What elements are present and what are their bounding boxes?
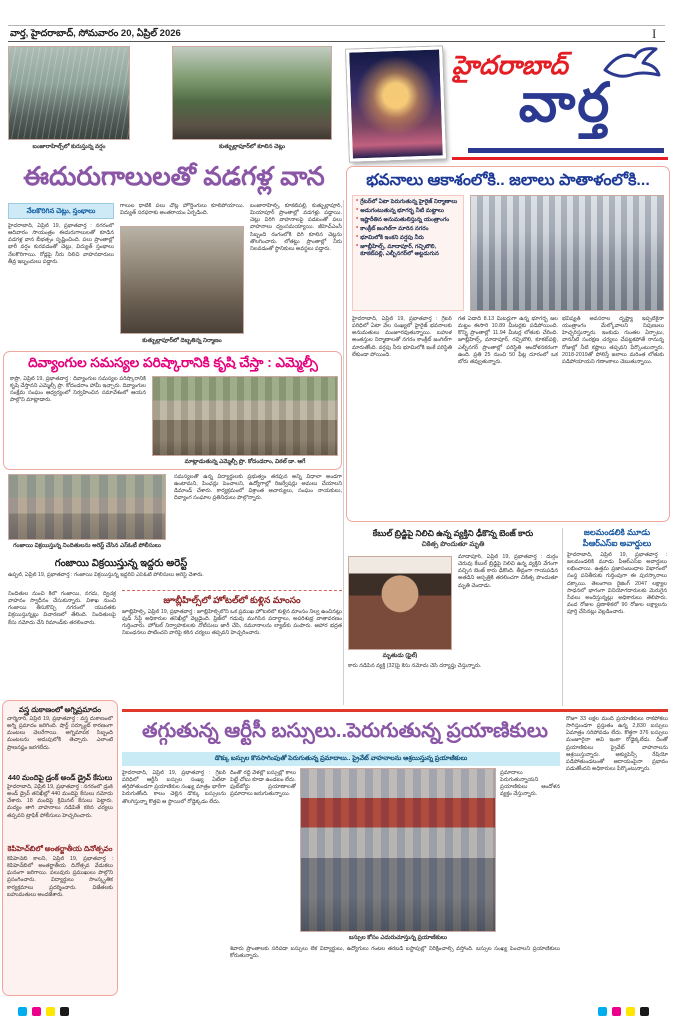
dateline-rule [8, 41, 665, 42]
logo-underline-red [452, 157, 668, 160]
bridge-headline: కేబుల్ బ్రిడ్జిపై నిలిచి ఉన్న వ్యక్తిని ఢీకొన్న బెంజ్ కారు [372, 528, 534, 538]
column-rule [343, 200, 344, 705]
mlc-photo-caption: మాట్లాడుతున్న ఎమ్మెల్సీ ప్రొ. కోదండరాం, విఠల్ డా. ఆగే [184, 459, 306, 465]
bridge-body: మాదాపూర్, ఏప్రిల్ 19, ప్రభాతవార్త : దుర్గం చెరువు కేబుల్ బ్రిడ్జిపై నిలిచి ఉన్న వ్యక్తిని వేగంగా వచ్చిన బెంజ్ కారు ఢీకొంది. తీవ్రంగా గాయపడిన అతడిని ఆస్పత్రికి తరలించగా చికిత్స పొందుతూ మృతి చెందాడు. [458, 554, 558, 589]
mlc-continuation: సమస్యలతో ఉన్న విద్యార్థులకు ప్రభుత్వం తరఫున అన్ని విధాలా అండగా ఉంటామని, పింఛన్లు పెంచాలని, ఉద్యోగాల్లో రిజర్వేషన్లు అమలు చేయాలని డిమాండ్ చేశారు. కార్యక్రమంలో విశ్రాంత ఆచార్యులు, సంఘం నాయకులు, దివ్యాంగ సంఘాల ప్రతినిధులు పాల్గొన్నారు. [174, 474, 342, 502]
rtc-headline: తగ్గుతున్న ఆర్టీసీ బస్సులు..పెరుగుతున్న ప్రయాణికులు [142, 720, 548, 742]
top-rule [8, 25, 665, 26]
bullet-text: గ్రేటర్‌లో ఏటా పెరుగుతున్న హైరైజ్ నిర్మాణాలు [360, 199, 458, 205]
storm-headline: ఈదురుగాలులతో వడగళ్ల వాన [23, 161, 325, 191]
mlc-body: కాప్రా, ఏప్రిల్ 19, ప్రభాతవార్త : దివ్యాంగుల సమస్యల పరిష్కారానికి కృషి చేస్తానని ఎమ్మెల్సీ ప్రొ. కోదండరాం హామీ ఇచ్చారు. దివ్యాంగుల సంక్షేమ సంఘం ఆధ్వర్యంలో నిర్వహించిన సమావేశంలో ఆయన పాల్గొని మాట్లాడారు. [10, 376, 146, 404]
bullet-item [356, 199, 460, 206]
rtc-col2: దీంతో రద్దీ వేళల్లో బస్సుల్లో కాలు పెట్టే చోటు కూడా ఉండటం లేదు. ఫుట్‌బోర్డు ప్రయాణాలతో ప్రమాదాలు జరుగుతున్నాయి. [230, 770, 296, 798]
arrest-photo [8, 474, 166, 540]
asterisk-icon: * [356, 216, 359, 223]
victim-photo-caption: మృతుడు (ఫైల్) [382, 653, 418, 659]
rtc-standfirst: డొక్కు బస్సుల కొనసాగింపుతో పెరుగుతున్న ప్రమాదాలు.. ప్రైవేట్ వాహనాలను ఆశ్రయిస్తున్న ప్రయాణికులు [122, 752, 560, 766]
rtc-top-rule [122, 709, 668, 712]
cyan-mark [18, 1007, 27, 1016]
kphb-body: కెపిహెచ్‌బి కాలనీ, ఏప్రిల్ 19, ప్రభాతవార్త : కెపిహెచ్‌బిలో అంతర్జాతీయ దినోత్సవ వేడుకలు ఘనంగా జరిగాయి. పలువురు ప్రముఖులు పాల్గొని ప్రసంగించారు. విద్యార్థులు సాంస్కృతిక కార్యక్రమాలు ప్రదర్శించారు. విజేతలకు బహుమతులు అందజేశారు. [7, 856, 113, 898]
storm-col1: హైదరాబాద్, ఏప్రిల్ 19, ప్రభాతవార్త : నగరంలో ఆదివారం సాయంత్రం ఈదురుగాలులతో కూడిన వడగళ్ల వాన బీభత్సం సృష్టించింది. పలు ప్రాంతాల్లో భారీ వర్షం కురవడంతో చెట్లు, విద్యుత్ స్తంభాలు నేలకొరిగాయి. రోడ్లపై నీరు నిలిచి వాహనదారులు తీవ్ర ఇబ్బందులు పడ్డారు. [8, 223, 114, 265]
jubilee-divider [122, 590, 342, 591]
asterisk-icon: * [356, 243, 359, 250]
rtc-col1: హైదరాబాద్, ఏప్రిల్ 19, ప్రభాతవార్త : గ్రేటర్ పరిధిలో ఆర్టీసీ బస్సుల సంఖ్య ఏటేటా తగ్గిపోతుండగా ప్రయాణికుల సంఖ్య మాత్రం భారీగా పెరుగుతోంది. కాలం చెల్లిన డొక్కు బస్సులను తొలగిస్తున్నా కొత్తవి ఆ స్థాయిలో రోడ్డెక్కడం లేదు. [122, 770, 226, 805]
black-mark [60, 1007, 69, 1016]
storm-damage-photo [120, 226, 244, 334]
bullet-item [356, 226, 460, 233]
awards-body: హైదరాబాద్, ఏప్రిల్ 19, ప్రభాతవార్త : జలమండలికి మూడు పీఆర్‌ఎస్‌ఐ అవార్డులు లభించాయి. ఉత్తమ ప్రజాసంబంధాల విభాగంలో సంస్థ పనితీరుకు గుర్తింపుగా ఈ పురస్కారాలు దక్కాయి. తెలంగాణ రైజింగ్ 2047 లక్ష్యాల సాధనలో భాగంగా వినియోగదారులకు మెరుగైన సేవలు అందిస్తున్నట్లు అధికారులు తెలిపారు. వంద రోజుల ప్రణాళికలో 90 రోజుల లక్ష్యాలను పూర్తి చేసినట్లు వెల్లడించారు. [567, 552, 667, 615]
black-mark [640, 1007, 649, 1016]
buildings-col3: భవిష్యత్ అవసరాల దృష్ట్యా ఇప్పటికైనా యంత్రాంగం మేల్కోవాలని నిపుణులు హెచ్చరిస్తున్నారు. ఇంకుడు గుంతల ఏర్పాటు, వాననీటి సంరక్షణ చర్యలు చేపట్టకపోతే రానున్న రోజుల్లో నీటి కష్టాలు తప్పవని పేర్కొంటున్నారు. 2018-2019తో పోలిస్తే జలాలు మరింత లోతుకు పడిపోయాయని గణాంకాలు చెబుతున్నాయి. [562, 316, 664, 365]
storm-kicker: నేలకొరిగిన చెట్లు, స్తంభాలు [8, 203, 114, 219]
logo-paper-name: వార్త [518, 73, 612, 133]
magenta-mark [612, 1007, 621, 1016]
bus-photo-caption: బస్సుల కోసం ఎదురుచూస్తున్న ప్రయాణికులు [349, 935, 447, 941]
rain-photo [8, 46, 130, 140]
page-number: I [652, 26, 657, 41]
ganja-headline: గంజాయి విక్రయిస్తున్న ఇద్దరు అరెస్ట్ [54, 558, 188, 569]
rain-photo-caption: బంజారాహిల్స్‌లో కురుస్తున్న వర్షం [32, 144, 106, 150]
ganja-body: నిందితుల నుంచి కిలో గంజాయి, నగదు, ద్విచక్ర వాహనం స్వాధీనం చేసుకున్నారు. విశాఖ నుంచి గంజాయి తీసుకొచ్చి నగరంలో యువతకు విక్రయిస్తున్నట్లు విచారణలో తేలింది. నిందితులపై కేసు నమోదు చేసి రిమాండ్‌కు తరలించారు. [8, 591, 116, 626]
drunk-drive-headline: 440 మందిపై డ్రంక్ అండ్ డ్రైవ్ కేసులు [7, 773, 113, 782]
bullet-text: అడుగంటుతున్న భూగర్భ నీటి మట్టాలు [360, 207, 444, 214]
bus-crowd-photo [300, 768, 496, 932]
registration-marks-right [598, 1003, 654, 1021]
mlc-meeting-photo [152, 376, 338, 456]
bullet-item [356, 208, 460, 215]
tree-photo-caption: కుత్బుల్లాపూర్‌లో కూలిన చెట్లు [219, 144, 285, 150]
buildings-bullets [352, 195, 464, 311]
bullet-text: భూమిలోకి ఇంకని వర్షపు నీరు [360, 234, 424, 241]
magenta-mark [32, 1007, 41, 1016]
charminar-photo [346, 46, 446, 161]
edition-dateline: వార్త, హైదరాబాద్, సోమవారం 20, ఏప్రిల్ 2026 [10, 28, 181, 39]
bullet-text: కాంక్రీట్ జంగిల్‌గా మారిన నగరం [360, 225, 429, 232]
victim-portrait-photo [348, 556, 452, 650]
asterisk-icon: * [356, 207, 359, 214]
bullet-item [356, 235, 460, 242]
buildings-headline: భవనాలు ఆకాశంలోకి.. జలాలు పాతాళంలోకి... [366, 172, 650, 189]
cyan-mark [598, 1007, 607, 1016]
asterisk-icon: * [356, 234, 359, 241]
bullet-text: జూబ్లీహిల్స్, మాదాపూర్, గచ్చిబౌలి, కూకట్‌పల్లి, ఎల్బీనగర్‌లో అట్టడుగున [360, 243, 439, 257]
storm-damage-caption: కుత్బుల్లాపూర్‌లో దెబ్బతిన్న నిర్మాణం [142, 338, 222, 344]
awards-headline: జలమండలికి మూడు పీఆర్‌ఎస్‌ఐ అవార్డులు [582, 528, 652, 548]
registration-marks-left [18, 1003, 74, 1021]
fire-body: చార్మినార్, ఏప్రిల్ 19, ప్రభాతవార్త : వస్త్ర దుకాణంలో అగ్ని ప్రమాదం జరిగింది. షార్ట్ సర్క్యూట్ కారణంగా మంటలు చెలరేగాయి. అగ్నిమాపక సిబ్బంది మంటలను అదుపులోకి తెచ్చారు. ఎలాంటి ప్రాణనష్టం జరగలేదు. [7, 716, 113, 751]
bullet-item [356, 217, 460, 224]
buildings-col1: హైదరాబాద్, ఏప్రిల్ 19, ప్రభాతవార్త : గ్రేటర్ పరిధిలో ఏటా వేల సంఖ్యలో హైరైజ్ భవనాలకు అనుమతులు మంజూరవుతున్నాయి. బహుళ అంతస్తుల నిర్మాణాలతో నగరం కాంక్రీట్ జంగిల్‌గా మారుతోంది. వర్షపు నీరు భూమిలోకి ఇంకే పరిస్థితి లేకుండా పోయింది. [352, 316, 452, 358]
article-divider [562, 528, 563, 706]
storm-col2: గాలుల ధాటికి పలు చోట్ల హోర్డింగులు కూలిపోయాయి. విద్యుత్ సరఫరాకు అంతరాయం ఏర్పడింది. [120, 203, 244, 217]
asterisk-icon: * [356, 225, 359, 232]
bridge-body2: కారు నడిపిన వ్యక్తి (32)పై కేసు నమోదు చేసి దర్యాప్తు చేస్తున్నారు. [348, 663, 482, 669]
logo-underline-blue [468, 148, 664, 153]
drunk-drive-body: హైదరాబాద్, ఏప్రిల్ 19, ప్రభాతవార్త : నగరంలో డ్రంక్ అండ్ డ్రైవ్ తనిఖీల్లో 440 మందిపై కేసులు నమోదు చేశారు. 18 మందిపై క్రిమినల్ కేసులు పెట్టారు. మద్యం తాగి వాహనాలు నడిపితే కఠిన చర్యలు తప్పవని ట్రాఫిక్ పోలీసులు హెచ్చరించారు. [7, 784, 113, 819]
asterisk-icon: * [356, 199, 359, 205]
ganja-lead: ఉప్పల్, ఏప్రిల్ 19, ప్రభాతవార్త : గంజాయి విక్రయిస్తున్న ఇద్దరిని ఎస్ఓటీ పోలీసులు అరెస్ట్ చేశారు. [8, 572, 204, 578]
yellow-mark [626, 1007, 635, 1016]
buildings-col2: గత ఏడాది 8.13 మీటర్లుగా ఉన్న భూగర్భ జల మట్టం ఈసారి 10.89 మీటర్లకు పడిపోయింది. కొన్ని ప్రాంతాల్లో 11.94 మీటర్ల లోతుకు చేరింది. జూబ్లీహిల్స్, మాదాపూర్, గచ్చిబౌలి, కూకట్‌పల్లి, ఎల్బీనగర్ ప్రాంతాల్లో పరిస్థితి ఆందోళనకరంగా ఉంది. ప్రతి 25 నుంచి 50 ఫీట్ల దూరంలో ఒక బోరు తవ్వుతున్నారు. [458, 316, 558, 365]
yellow-mark [46, 1007, 55, 1016]
rtc-under-photo: శివారు ప్రాంతాలకు సరిపడా బస్సులు లేక విద్యార్థులు, ఉద్యోగులు గంటల తరబడి బస్టాపుల్లో నిరీక్షించాల్సి వస్తోంది. బస్సుల సంఖ్య పెంచాలని ప్రయాణికులు కోరుతున్నారు. [230, 946, 560, 960]
logo-city: హైదరాబాద్ [452, 50, 568, 80]
kphb-headline: కెపిహెచ్‌బిలో అంతర్జాతీయ దినోత్సవం [7, 844, 113, 853]
mlc-headline: దివ్యాంగుల సమస్యల పరిష్కారానికి కృషి చేస్తా : ఎమ్మెల్సీ [28, 355, 318, 370]
fallen-tree-photo [172, 46, 332, 140]
fire-headline: వస్త్ర దుకాణంలో అగ్నిప్రమాదం [18, 705, 102, 714]
rtc-col3: ప్రమాదాలు పెరుగుతున్నాయని ప్రయాణికులు ఆందోళన వ్యక్తం చేస్తున్నారు. [500, 770, 560, 798]
bullet-text: ఇష్టారీతిన అనుమతులిస్తున్న యంత్రాంగం [360, 216, 450, 223]
highrise-photo [470, 195, 664, 311]
jubilee-headline: జూబ్లీహిల్స్‌లో హోటల్‌లో కుళ్లిన మాంసం [163, 595, 301, 605]
bullet-item [356, 244, 460, 259]
storm-col3: బంజారాహిల్స్, కూకట్‌పల్లి, కుత్బుల్లాపూర్, మియాపూర్ ప్రాంతాల్లో వడగళ్లు పడ్డాయి. చెట్లు విరిగి వాహనాలపై పడటంతో పలు వాహనాలు ధ్వంసమయ్యాయి. జీహెచ్ఎంసీ సిబ్బంది రంగంలోకి దిగి కూలిన చెట్లను తొలగించారు. లోతట్టు ప్రాంతాల్లో నీరు నిలవడంతో స్థానికులు అవస్థలు పడ్డారు. [250, 203, 342, 252]
rtc-right-col: రోజూ 33 లక్షల మంది ప్రయాణికులు రాకపోకలు సాగిస్తుండగా ప్రస్తుతం ఉన్న 2,830 బస్సులు ఏమాత్రం సరిపోవడం లేదు. కొత్తగా 376 బస్సులు మంజూరైనా అవి ఇంకా రోడ్డెక్కలేదు. దీంతో ప్రయాణికులు ప్రైవేట్ వాహనాలను ఆశ్రయిస్తున్నారు. ఆక్యుపెన్సీ రేషియో పడిపోతుండటంతో ఆదాయంపైనా ప్రభావం పడుతోందని అధికారులు పేర్కొంటున్నారు. [566, 716, 668, 772]
arrest-photo-caption: గంజాయి విక్రయిస్తున్న నిందితులను అరెస్ట్ చేసిన ఎస్ఓటీ పోలీసులు [13, 543, 161, 549]
jubilee-body: జూబ్లీహిల్స్, ఏప్రిల్ 19, ప్రభాతవార్త : జూబ్లీహిల్స్‌లోని ఒక ప్రముఖ హోటల్‌లో కుళ్లిన మాంసం నిల్వ ఉంచినట్లు ఫుడ్ సేఫ్టీ అధికారుల తనిఖీల్లో వెల్లడైంది. ఫ్రిజ్‌లో గడువు ముగిసిన పదార్థాలు, అపరిశుభ్ర వాతావరణం గుర్తించారు. హోటల్ నిర్వాహకులకు నోటీసులు జారీ చేసి, నమూనాలను ల్యాబ్‌కు పంపారు. ఆహార భద్రత నిబంధనలు పాటించని వారిపై కఠిన చర్యలు తప్పవని హెచ్చరించారు. [122, 609, 342, 637]
bridge-subhead: చికిత్స పొందుతూ మృతి [421, 541, 485, 548]
